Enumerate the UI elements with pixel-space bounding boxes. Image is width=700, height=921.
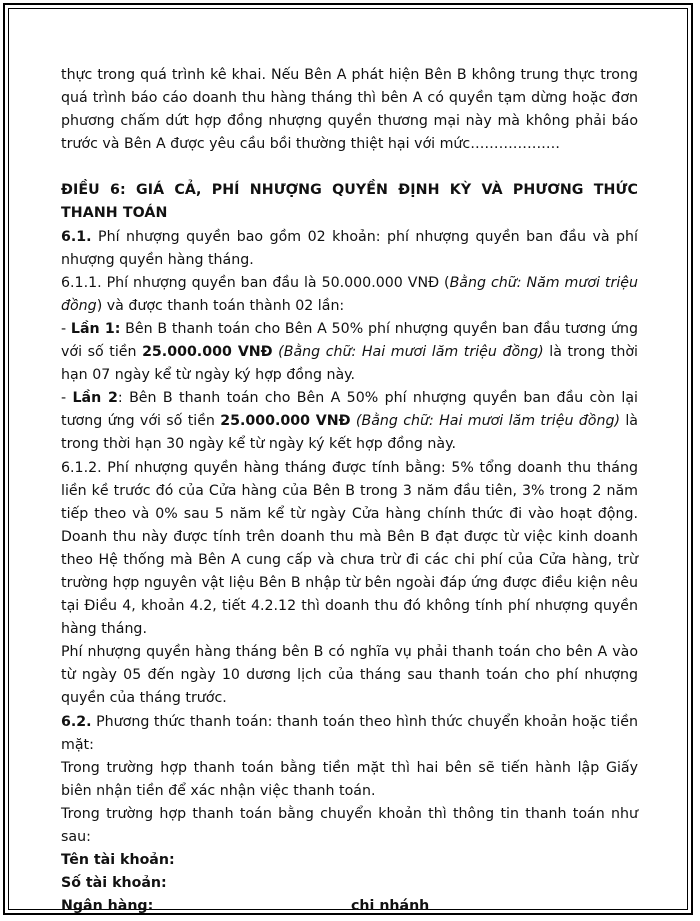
account-name-label: Tên tài khoản: <box>61 852 175 869</box>
cash-payment-paragraph: Trong trường hợp thanh toán bằng tiền mặt thì hai bên sẽ tiến hành lập Giấy biên nhận tiền để xác nhận việc thanh toán. <box>61 759 638 799</box>
installment-2-amount: 25.000.000 VNĐ <box>220 413 351 430</box>
installment-1-text-a: Bên B thanh toán cho Bên A 50% phí nhượng quyền ban đầu tương ứng với số tiền <box>61 320 638 361</box>
installment-1-words: (Bằng chữ: Hai mươi lăm triệu đồng) <box>278 344 544 361</box>
installment-1-label: Lần 1: <box>70 320 121 337</box>
installment-2 <box>61 387 638 456</box>
monthly-payment-paragraph: Phí nhượng quyền hàng tháng bên B có nghĩa vụ phải thanh toán cho bên A vào từ ngày 05 đến ngày 10 dương lịch của tháng sau thanh toán cho phí nhượng quyền của tháng trước. <box>61 644 638 707</box>
installment-1-text-b: là trong thời hạn 07 ngày kể từ ngày ký hợp đồng này. <box>61 344 638 384</box>
installment-2-text-a: : Bên B thanh toán cho Bên A 50% phí nhượng quyền ban đầu còn lại tương ứng với số tiền <box>61 390 638 430</box>
section-6-1 <box>61 226 638 272</box>
section-6-1-1 <box>61 272 638 318</box>
transfer-payment-paragraph: Trong trường hợp thanh toán bằng chuyển khoản thì thông tin thanh toán như sau: <box>61 805 638 845</box>
section-6-2-text: Phương thức thanh toán: thanh toán theo hình thức chuyển khoản hoặc tiền mặt: <box>61 713 638 753</box>
branch-label: chi nhánh <box>351 898 430 915</box>
article-6-heading: ĐIỀU 6: GIÁ CẢ, PHÍ NHƯỢNG QUYỀN ĐỊNH KỲ VÀ PHƯƠNG THỨC THANH TOÁN <box>61 182 638 222</box>
intro-paragraph: thực trong quá trình kê khai. Nếu Bên A phát hiện Bên B không trung thực trong quá trình báo cáo doanh thu hàng tháng thì bên A có quyền tạm dừng hoặc đơn phương chấm dứt hợp đồng nhượng quyền thương mại này mà không phải báo trước và Bên A được yêu cầu bồi thường thiệt hại với mức………………. <box>61 67 638 153</box>
spacer <box>61 156 638 179</box>
section-6-1-2: 6.1.2. Phí nhượng quyền hàng tháng được tính bằng: 5% tổng doanh thu tháng liền kề trước đó của Cửa hàng của Bên B trong 3 năm đầu tiên, 3% trong 2 năm tiếp theo và 0% sau 5 năm kể từ ngày Cửa hàng chính thức đi vào hoạt động. Doanh thu này được tính trên doanh thu mà Bên B đạt được từ việc kinh doanh theo Hệ thống mà Bên A cung cấp và chưa trừ đi các chi phí của Cửa hàng, trừ trường hợp nguyên vật liệu Bên B nhập từ bên ngoài đáp ứng được điều kiện nêu tại Điều 4, khoản 4.2, tiết 4.2.12 thì doanh thu đó không tính phí nhượng quyền hàng tháng. <box>61 459 638 638</box>
section-6-1-1-text-a: 6.1.1. Phí nhượng quyền ban đầu là 50.000.000 VNĐ ( <box>61 274 450 291</box>
installment-2-words: (Bằng chữ: Hai mươi lăm triệu đồng) <box>355 413 621 430</box>
document-body <box>61 64 638 918</box>
installment-2-dash: - <box>61 390 73 407</box>
section-6-1-1-words: Bằng chữ: Năm mươi triệu đồng <box>61 274 638 314</box>
bank-label: Ngân hàng: <box>61 898 154 915</box>
installment-2-text-b: là trong thời hạn 30 ngày kể từ ngày ký kết hợp đồng này. <box>61 413 638 453</box>
account-number-label: Số tài khoản: <box>61 875 167 892</box>
installment-2-label: Lần 2 <box>72 390 118 407</box>
installment-1-dash: - <box>61 320 71 337</box>
section-6-1-1-text-b: ) và được thanh toán thành 02 lần: <box>96 297 345 314</box>
section-6-1-number: 6.1. <box>61 228 92 245</box>
section-6-2-number: 6.2. <box>61 713 92 730</box>
installment-1-amount: 25.000.000 VNĐ <box>142 344 273 361</box>
section-6-2 <box>61 711 638 757</box>
bank-row <box>61 895 638 918</box>
section-6-1-text: Phí nhượng quyền bao gồm 02 khoản: phí nhượng quyền ban đầu và phí nhượng quyền hàng tháng. <box>61 228 638 268</box>
installment-1 <box>61 318 638 387</box>
